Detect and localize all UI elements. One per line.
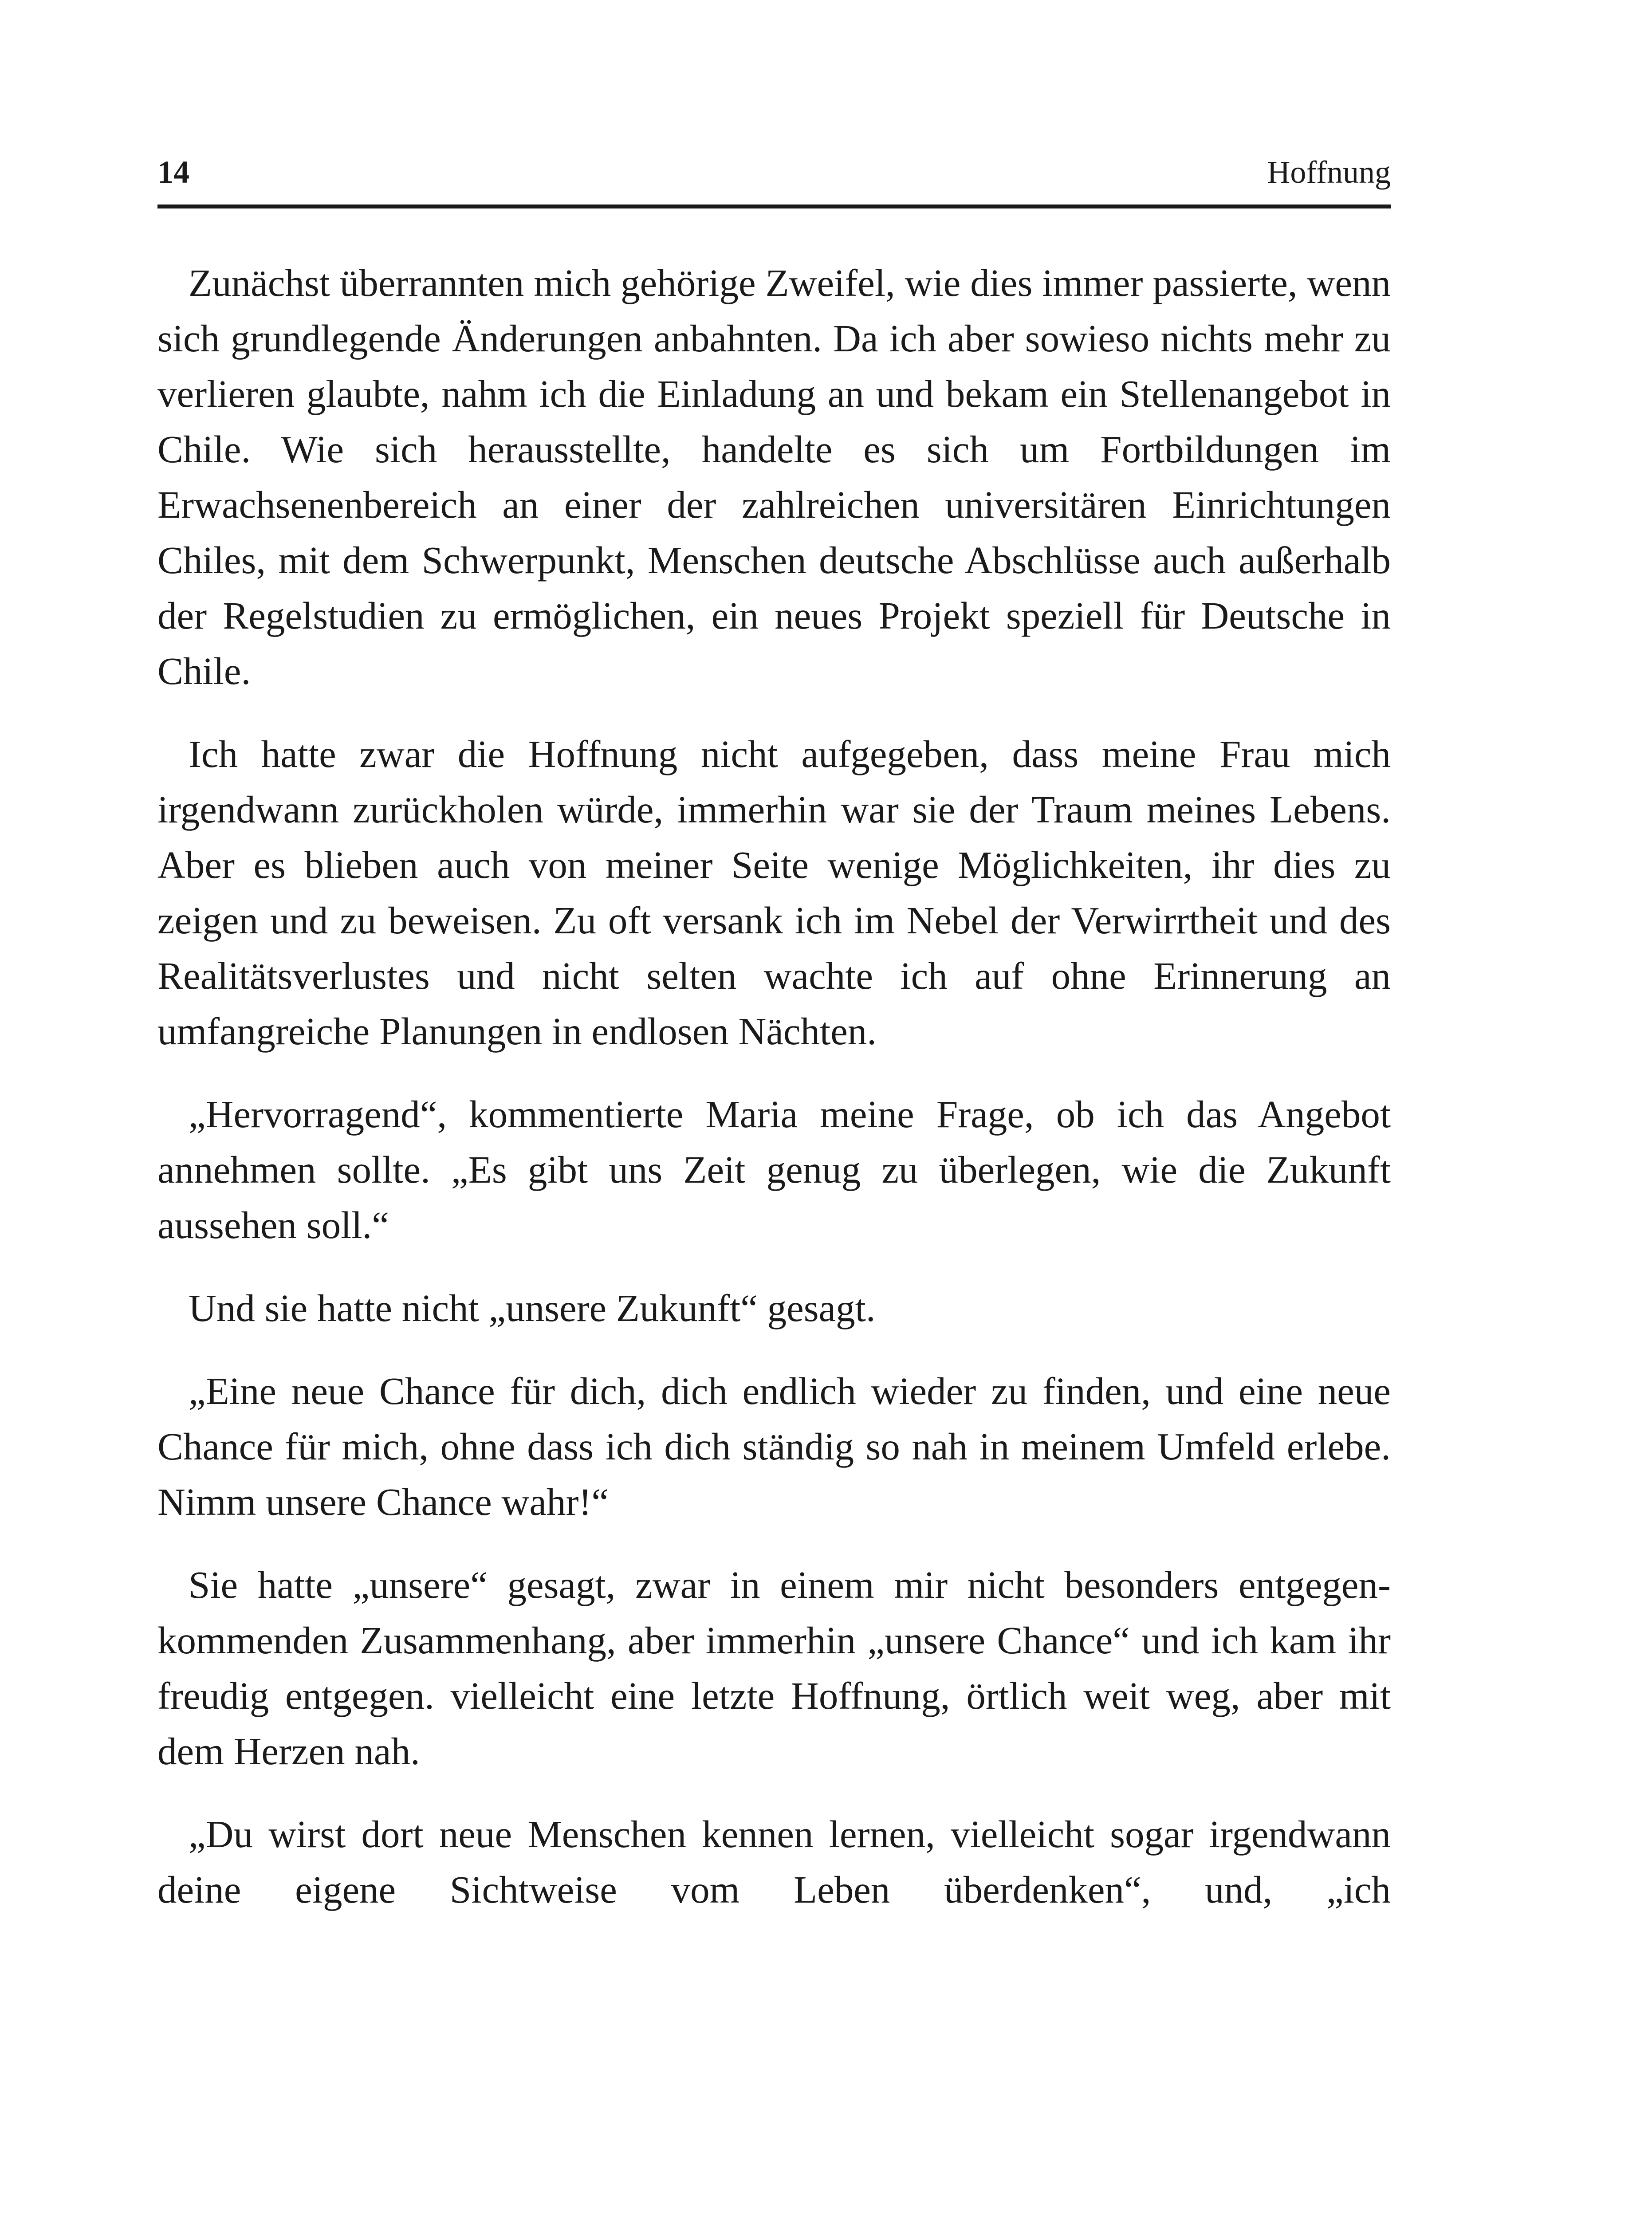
paragraph-1: Zunächst überrannten mich gehörige Zweifel, wie dies immer passierte, wenn sich grundlegende Änderungen anbahnten. Da ich aber sowieso nichts mehr zu verlieren glaubte, nahm ich die Einladung an und bekam ein Stellenangebot in Chile. Wie sich herausstellte, handelte es sich um Fortbildungen im Erwachsenenbereich an einer der zahlreichen universitären Einrichtungen Chiles, mit dem Schwerpunkt, Menschen deutsche Abschlüsse auch außerhalb der Regelstudien zu ermöglichen, ein neues Projekt speziell für Deutsche in Chile. — [157, 261, 1391, 692]
page-number: 14 — [157, 154, 189, 190]
book-page — [157, 0, 1391, 2218]
paragraph-3: „Hervorragend“, kommentierte Maria meine Frage, ob ich das Angebot annehmen sollte. „Es gibt uns Zeit genug zu überlegen, wie die Zukunft aussehen soll.“ — [157, 1093, 1391, 1247]
paragraph-6: Sie hatte „unsere“ gesagt, zwar in einem mir nicht besonders entgegenkommenden Zusammenhang, aber immerhin „unsere Chance“ und ich kam ihr freudig entgegen. vielleicht eine letzte Hoffnung, örtlich weit weg, aber mit dem Herzen nah. — [157, 1563, 1391, 1773]
running-header — [157, 150, 1391, 208]
body-text — [157, 255, 1391, 1917]
paragraph-2: Ich hatte zwar die Hoffnung nicht aufgegeben, dass meine Frau mich irgendwann zurückholen würde, immerhin war sie der Traum meines Lebens. Aber es blieben auch von meiner Seite wenige Möglichkeiten, ihr dies zu zeigen und zu beweisen. Zu oft versank ich im Nebel der Verwirrtheit und des Realitätsverlustes und nicht selten wachte ich auf ohne Erinnerung an umfangreiche Planungen in endlosen Nächten. — [157, 732, 1391, 1053]
paragraph-7: „Du wirst dort neue Menschen kennen lernen, vielleicht sogar irgendwann deine eigene Sichtweise vom Leben überdenken“, und, „ich — [157, 1813, 1391, 1911]
chapter-title: Hoffnung — [1267, 154, 1391, 190]
paragraph-4: Und sie hatte nicht „unsere Zukunft“ gesagt. — [189, 1286, 876, 1329]
paragraph-5: „Eine neue Chance für dich, dich endlich wieder zu finden, und eine neue Chance für mich, ohne dass ich dich ständig so nah in meinem Umfeld erlebe. Nimm unsere Chance wahr!“ — [157, 1369, 1391, 1523]
